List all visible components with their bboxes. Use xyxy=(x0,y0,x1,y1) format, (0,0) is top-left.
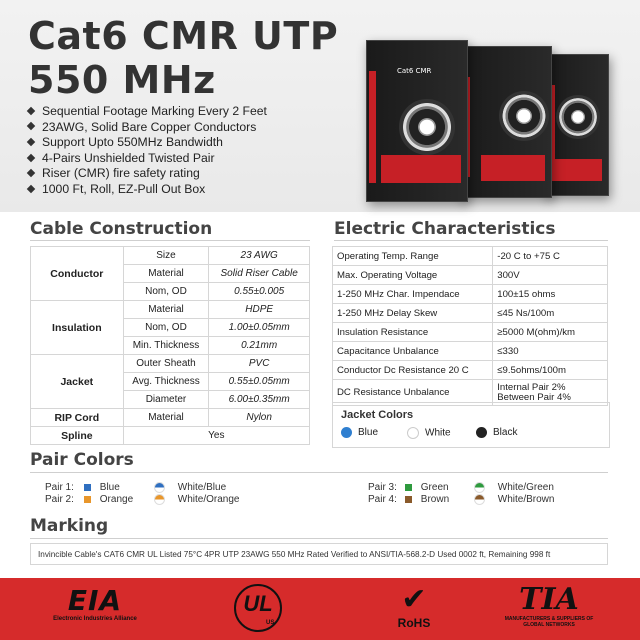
feature-item: 1000 Ft, Roll, EZ-Pull Out Box xyxy=(28,182,267,198)
feature-item: 4-Pairs Unshielded Twisted Pair xyxy=(28,151,267,167)
checkmark-icon: ✔ xyxy=(401,583,427,616)
param-cell: Diameter xyxy=(123,391,209,409)
striped-swatch-icon xyxy=(474,482,485,493)
diamond-bullet-icon xyxy=(27,138,35,146)
value-cell: 100±15 ohms xyxy=(493,285,608,304)
param-cell: 1-250 MHz Char. Impendace xyxy=(333,285,493,304)
param-cell: DC Resistance Unbalance xyxy=(333,380,493,406)
pair-striped: White/Blue xyxy=(154,482,226,493)
value-cell: 0.55±0.005 xyxy=(209,283,310,301)
pair-label: Pair 3: xyxy=(368,482,397,493)
pair-label: Pair 4: xyxy=(368,494,397,505)
pair-striped: White/Brown xyxy=(474,494,554,505)
value-cell: 0.55±0.05mm xyxy=(209,373,310,391)
pair-row xyxy=(45,494,74,505)
ul-logo: UL US xyxy=(234,584,282,632)
pair-label: Pair 2: xyxy=(45,494,74,505)
product-subtitle: 550 MHz xyxy=(28,58,216,102)
param-cell: Avg. Thickness xyxy=(123,373,209,391)
table-row xyxy=(31,247,310,265)
value-cell: Nylon xyxy=(209,409,310,427)
jacket-colors-heading: Jacket Colors xyxy=(341,409,414,421)
pair-striped: White/Orange xyxy=(154,494,239,505)
certification-footer xyxy=(0,578,640,640)
value-cell: ≤330 xyxy=(493,342,608,361)
value-cell: 23 AWG xyxy=(209,247,310,265)
construction-heading: Cable Construction xyxy=(30,219,213,239)
value-cell: -20 C to +75 C xyxy=(493,247,608,266)
color-swatch-icon xyxy=(476,427,487,438)
marking-text: Invincible Cable's CAT6 CMR UL Listed 75°C 4PR UTP 23AWG 550 MHz Rated Verified to ANSI/TIA-568.2-D Used 0002 ft, Remaining 998 ft xyxy=(30,543,608,565)
table-row xyxy=(333,266,608,285)
table-row xyxy=(31,409,310,427)
product-title: Cat6 CMR UTP xyxy=(28,14,339,58)
tia-logo: TIA MANUFACTURERS & SUPPLIERS OF GLOBAL NETWORKS xyxy=(504,582,594,628)
group-label: Jacket xyxy=(31,355,124,409)
color-swatch-icon xyxy=(405,484,412,491)
group-label: RIP Cord xyxy=(31,409,124,427)
value-cell: HDPE xyxy=(209,301,310,319)
electric-heading: Electric Characteristics xyxy=(334,219,556,239)
rohs-logo: ✔ RoHS xyxy=(386,584,442,630)
diamond-bullet-icon xyxy=(27,122,35,130)
color-swatch-icon xyxy=(405,496,412,503)
value-cell: ≥5000 M(ohm)/km xyxy=(493,323,608,342)
table-row xyxy=(333,285,608,304)
param-cell: Material xyxy=(123,301,209,319)
group-label: Conductor xyxy=(31,247,124,301)
param-cell: Material xyxy=(123,409,209,427)
table-row xyxy=(333,361,608,380)
value-cell: 300V xyxy=(493,266,608,285)
eia-logo: EIA Electronic Industries Alliance xyxy=(53,584,137,622)
striped-swatch-icon xyxy=(154,482,165,493)
value-line: Internal Pair 2% xyxy=(497,381,566,393)
param-cell: Operating Temp. Range xyxy=(333,247,493,266)
jacket-color-item: White xyxy=(407,427,451,439)
table-row xyxy=(333,323,608,342)
color-swatch-icon xyxy=(84,484,91,491)
electric-table xyxy=(332,246,608,406)
value-cell: Solid Riser Cable xyxy=(209,265,310,283)
diamond-bullet-icon xyxy=(27,107,35,115)
group-label: Insulation xyxy=(31,301,124,355)
divider xyxy=(30,240,310,241)
table-row xyxy=(333,247,608,266)
diamond-bullet-icon xyxy=(27,153,35,161)
param-cell: Capacitance Unbalance xyxy=(333,342,493,361)
construction-table xyxy=(30,246,310,445)
param-cell: Material xyxy=(123,265,209,283)
param-cell: Max. Operating Voltage xyxy=(333,266,493,285)
color-swatch-icon xyxy=(341,427,352,438)
product-box-image: Cat6 CMR xyxy=(366,40,468,202)
product-box-image xyxy=(460,46,552,198)
value-cell: ≤9.5ohms/100m xyxy=(493,361,608,380)
diamond-bullet-icon xyxy=(27,185,35,193)
param-cell: Insulation Resistance xyxy=(333,323,493,342)
pair-row xyxy=(45,482,74,493)
marking-heading: Marking xyxy=(30,516,109,536)
striped-swatch-icon xyxy=(154,494,165,505)
value-cell: 0.21mm xyxy=(209,337,310,355)
pair-striped: White/Green xyxy=(474,482,554,493)
feature-list xyxy=(28,104,267,198)
value-cell: PVC xyxy=(209,355,310,373)
value-cell: 6.00±0.35mm xyxy=(209,391,310,409)
color-swatch-icon xyxy=(407,427,419,439)
param-cell: Conductor Dc Resistance 20 C xyxy=(333,361,493,380)
product-box-image xyxy=(545,54,609,196)
diamond-bullet-icon xyxy=(27,169,35,177)
divider xyxy=(334,240,608,241)
pair-row xyxy=(368,482,397,493)
param-cell: Nom, OD xyxy=(123,283,209,301)
color-swatch-icon xyxy=(84,496,91,503)
feature-item: Support Upto 550MHz Bandwidth xyxy=(28,135,267,151)
value-cell: Yes xyxy=(123,427,309,445)
pair-solid: Brown xyxy=(405,494,449,505)
pair-solid: Blue xyxy=(84,482,120,493)
pair-label: Pair 1: xyxy=(45,482,74,493)
table-row xyxy=(31,301,310,319)
table-row xyxy=(333,342,608,361)
feature-item: Sequential Footage Marking Every 2 Feet xyxy=(28,104,267,120)
pair-solid: Green xyxy=(405,482,449,493)
feature-item: Riser (CMR) fire safety rating xyxy=(28,166,267,182)
pair-row xyxy=(368,494,397,505)
striped-swatch-icon xyxy=(474,494,485,505)
table-row xyxy=(333,304,608,323)
param-cell: Nom, OD xyxy=(123,319,209,337)
jacket-colors-panel xyxy=(332,402,610,448)
pair-colors-heading: Pair Colors xyxy=(30,450,134,470)
group-label: Spline xyxy=(31,427,124,445)
jacket-color-item: Blue xyxy=(341,427,378,438)
value-cell: ≤45 Ns/100m xyxy=(493,304,608,323)
value-cell: 1.00±0.05mm xyxy=(209,319,310,337)
divider xyxy=(30,538,608,539)
param-cell: 1-250 MHz Delay Skew xyxy=(333,304,493,323)
param-cell: Min. Thickness xyxy=(123,337,209,355)
divider xyxy=(30,472,608,473)
pair-solid: Orange xyxy=(84,494,133,505)
feature-item: 23AWG, Solid Bare Copper Conductors xyxy=(28,120,267,136)
param-cell: Size xyxy=(123,247,209,265)
table-row xyxy=(31,427,310,445)
jacket-color-item: Black xyxy=(476,427,517,438)
table-row xyxy=(31,355,310,373)
param-cell: Outer Sheath xyxy=(123,355,209,373)
value-line: Between Pair 4% xyxy=(497,391,571,403)
